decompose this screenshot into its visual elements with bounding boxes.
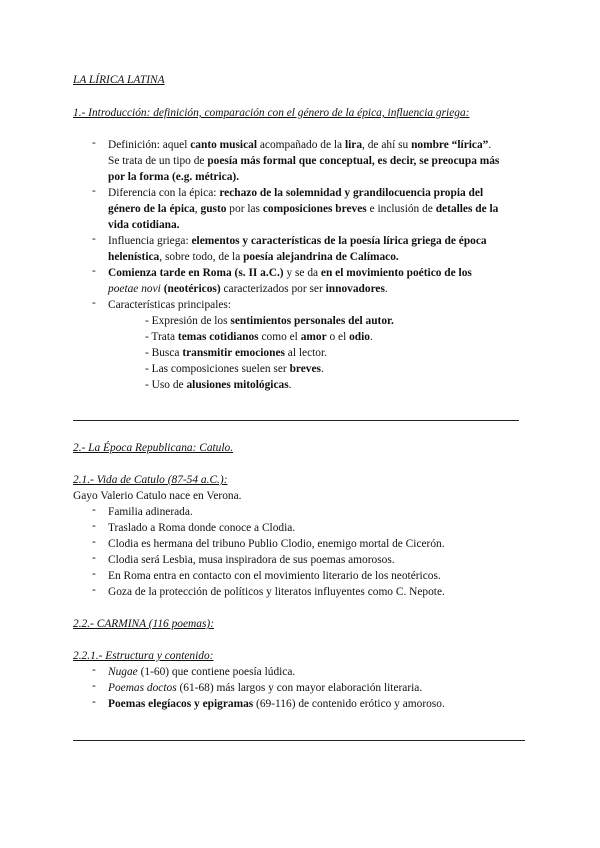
bullet-dash: - [92,568,96,580]
influence-line-1: Influencia griega: elementos y características de la poesía lírica griega de época [108,235,487,247]
life-item: Familia adinerada. [108,506,193,518]
start-line-2: poetae novi (neotéricos) caracterizados por ser innovadores. [108,283,388,295]
life-item: Goza de la protección de políticos y literatos influyentes como C. Nepote. [108,586,445,598]
structure-item: Nugae (1-60) que contiene poesía lúdica. [108,666,296,678]
feature-item: - Busca transmitir emociones al lector. [145,347,328,359]
definition-line-2: Se trata de un tipo de poesía más formal que conceptual, es decir, se preocupa más [108,155,500,167]
horizontal-rule [73,740,525,741]
difference-line-3: vida cotidiana. [108,219,180,231]
bullet-dash: - [92,680,96,692]
bullet-dash: - [92,664,96,676]
life-item: En Roma entra en contacto con el movimiento literario de los neotéricos. [108,570,441,582]
feature-item: - Las composiciones suelen ser breves. [145,363,324,375]
feature-item: - Trata temas cotidianos como el amor o el odio. [145,331,373,343]
subsection-2-2-1-heading: 2.2.1.- Estructura y contenido: [73,650,214,662]
feature-item: - Expresión de los sentimientos personales del autor. [145,315,394,327]
bullet-dash: - [92,137,96,149]
feature-item: - Uso de alusiones mitológicas. [145,379,292,391]
life-intro: Gayo Valerio Catulo nace en Verona. [73,490,242,502]
document-title: LA LÍRICA LATINA [73,74,165,86]
life-item: Clodia es hermana del tribuno Publio Clodio, enemigo mortal de Cicerón. [108,538,445,550]
structure-item: Poemas doctos (61-68) más largos y con mayor elaboración literaria. [108,682,423,694]
structure-item: Poemas elegíacos y epigramas (69-116) de contenido erótico y amoroso. [108,698,445,710]
life-item: Clodia será Lesbia, musa inspiradora de sus poemas amorosos. [108,554,395,566]
bullet-dash: - [92,504,96,516]
difference-line-1: Diferencia con la épica: rechazo de la solemnidad y grandilocuencia propia del [108,187,484,199]
subsection-2-1-heading: 2.1.- Vida de Catulo (87-54 a.C.): [73,474,228,486]
section-2-heading: 2.- La Época Republicana: Catulo. [73,442,234,454]
life-item: Traslado a Roma donde conoce a Clodia. [108,522,296,534]
bullet-dash: - [92,233,96,245]
subsection-2-2-heading: 2.2.- CARMINA (116 poemas): [73,618,214,630]
bullet-dash: - [92,265,96,277]
definition-line-3: por la forma (e.g. métrica). [108,171,240,183]
start-line-1: Comienza tarde en Roma (s. II a.C.) y se da en el movimiento poético de los [108,267,472,279]
influence-line-2: helenística, sobre todo, de la poesía alejandrina de Calímaco. [108,251,399,263]
bullet-dash: - [92,520,96,532]
bullet-dash: - [92,696,96,708]
bullet-dash: - [92,584,96,596]
definition-line-1: Definición: aquel canto musical acompañado de la lira, de ahí su nombre “lírica”. [108,139,492,151]
bullet-dash: - [92,552,96,564]
bullet-dash: - [92,185,96,197]
difference-line-2: género de la épica, gusto por las composiciones breves e inclusión de detalles de la [108,203,499,215]
horizontal-rule [73,420,519,421]
features-label: Características principales: [108,299,232,311]
bullet-dash: - [92,297,96,309]
section-1-heading: 1.- Introducción: definición, comparación con el género de la épica, influencia griega: [73,107,470,119]
bullet-dash: - [92,536,96,548]
